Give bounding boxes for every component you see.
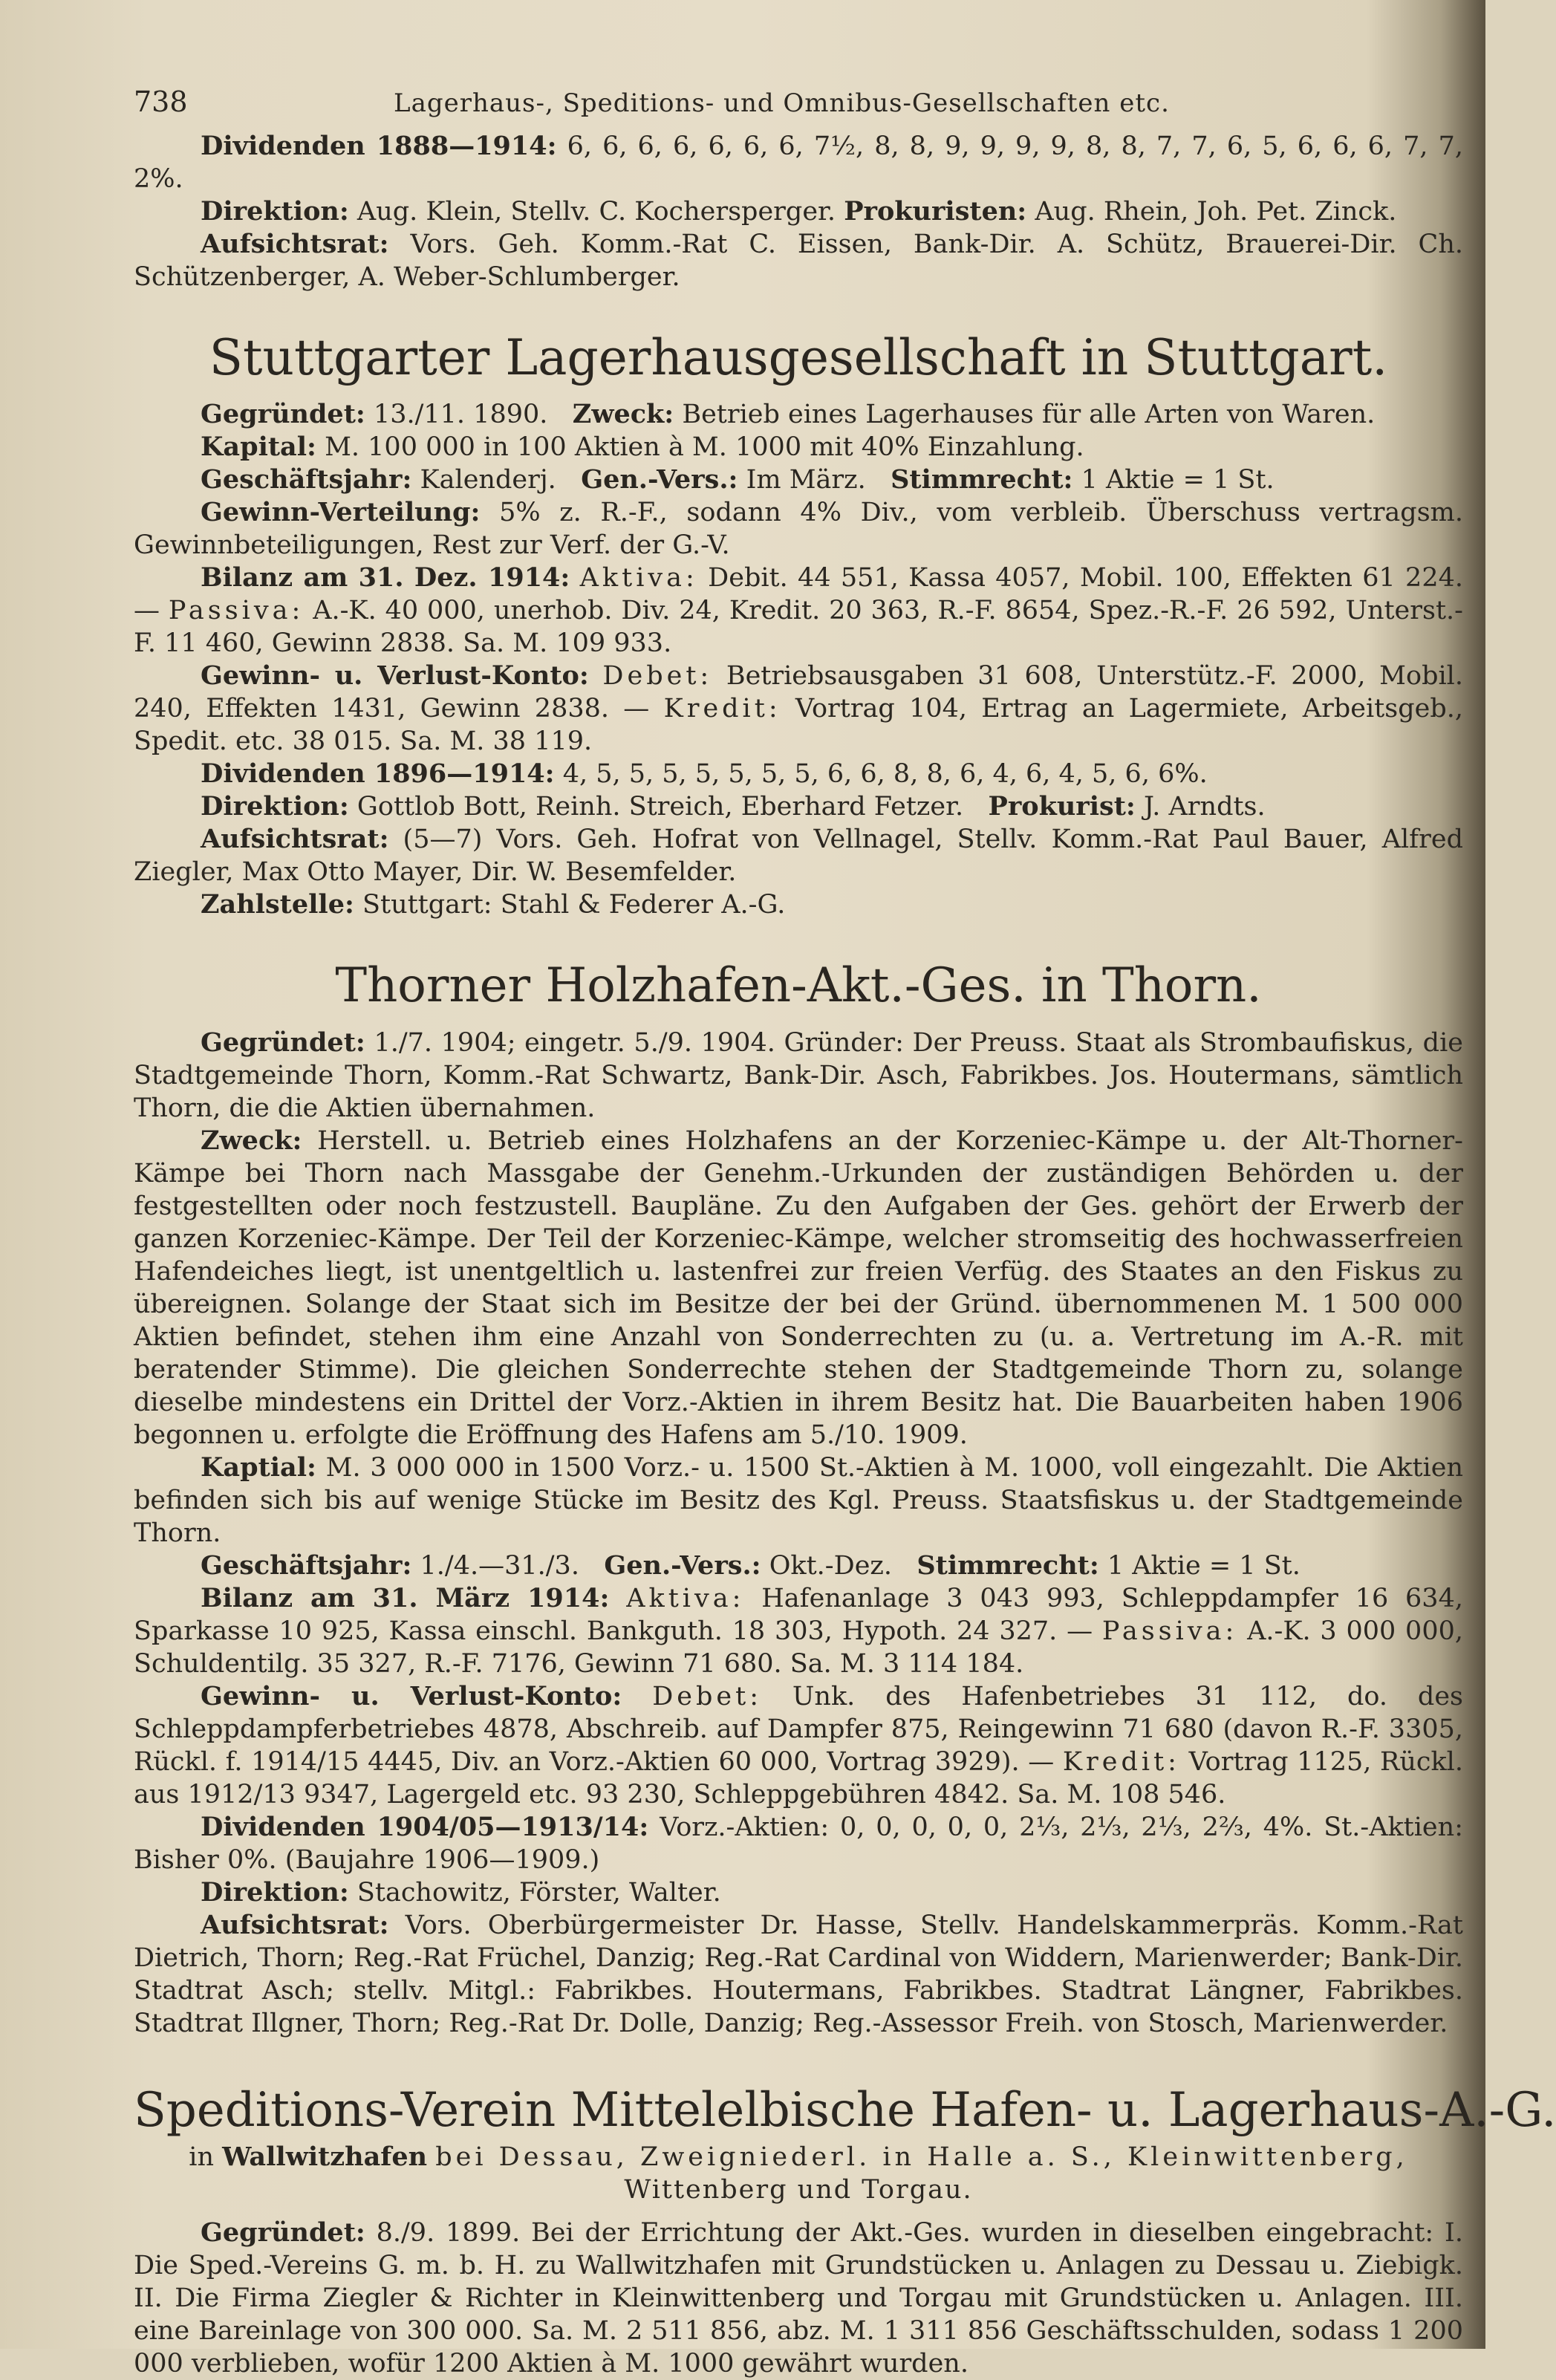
direktion-line — [134, 790, 1463, 823]
zweck-line — [134, 1125, 1463, 1451]
heading-thorn: Thorner Holzhafen-Akt.-Ges. in Thorn. — [335, 958, 1262, 1013]
aufsichtsrat-line — [134, 1909, 1463, 2040]
label: Kaptial: — [201, 1452, 316, 1483]
label: Passiva: — [168, 596, 305, 625]
label: Geschäftsjahr: — [201, 1550, 412, 1581]
value: Vorz.-Aktien: 0, 0, 0, 0, 0, 2⅓, 2⅓, 2⅓, 2⅔, 4%. St.-Aktien: Bisher 0%. (Baujahre 1906—1909.) — [134, 1812, 1463, 1875]
label: Direktion: — [201, 196, 349, 227]
value: Okt.-Dez. — [769, 1551, 892, 1581]
label: Aktiva: — [579, 563, 698, 593]
dividenden-line — [134, 130, 1463, 195]
label: Kapital: — [201, 432, 316, 462]
value: M. 3 000 000 in 1500 Vorz.- u. 1500 St.-Aktien à M. 1000, voll eingezahlt. Die Aktien befinden sich bis auf wenige Stücke im Besitz des Kgl. Preuss. Staatsfiskus u. der Stadtgemeinde Thorn. — [134, 1453, 1463, 1548]
bilanz-line: Bilanz am 31. Dez. 1914: Aktiva: Debit. 44 551, Kassa 4057, Mobil. 100, Effekten 61 224. — Passiva: A.-K. 40 000, unerhob. Div. 24, Kredit. 20 363, R.-F. 8654, Spez.-R.-F. 26 592, Unterst.-F. 11 460, Gewinn 2838. Sa. M. 109 933. — [134, 562, 1463, 658]
value: Vors. Oberbürgermeister Dr. Hasse, Stellv. Handelskammerpräs. Komm.-Rat Dietrich, Thorn; Reg.-Rat Früchel, Danzig; Reg.-Rat Cardinal von Widdern, Marienwerder; Bank-Dir. Stadtrat Asch; stellv. Mitgl.: Fabrikbes. Houtermans, Fabrikbes. Stadtrat Längner, Fabrikbes. Stadtrat Illgner, Thorn; Reg.-Rat Dr. Dolle, Danzig; Reg.-Assessor Freih. von Stosch, Marienwerder. — [134, 1911, 1463, 2038]
aufsichtsrat-line — [134, 228, 1463, 293]
bilanz-line: Bilanz am 31. März 1914: Aktiva: Hafenanlage 3 043 993, Schleppdampfer 16 634, Sparkasse 10 925, Kassa einschl. Bankguth. 18 303, Hypoth. 24 327. — Passiva: A.-K. 3 000 000, Schuldentilg. 35 327, R.-F. 7176, Gewinn 71 680. Sa. M. 3 114 184. — [134, 1583, 1463, 1679]
page-number: 738 — [134, 85, 188, 118]
page-header — [134, 85, 1463, 130]
value: 6, 6, 6, 6, 6, 6, 6, 7½, 8, 8, 9, 9, 9, 9, 8, 8, 7, 7, 6, 5, 6, 6, 6, 7, 7, 2%. — [134, 131, 1463, 194]
label: Direktion: — [201, 791, 349, 822]
label: Gegründet: — [201, 399, 365, 429]
label: Gegründet: — [201, 2217, 365, 2248]
value: Vortrag 1125, Rückl. aus 1912/13 9347, Lagergeld etc. 93 230, Schleppgebühren 4842. Sa. M. 108 546. — [134, 1747, 1464, 1810]
label: Kredit: — [663, 694, 781, 724]
label: Dividenden 1888—1914: — [201, 131, 557, 161]
label: Gegründet: — [201, 1027, 365, 1058]
gegruendet-line — [134, 1027, 1463, 1125]
label: Stimmrecht: — [891, 464, 1073, 495]
kapital-line — [134, 431, 1463, 464]
label: Dividenden 1904/05—1913/14: — [201, 1812, 649, 1842]
value: 5% z. R.-F., sodann 4% Div., vom verbleib. Überschuss vertragsm. Gewinnbeteiligungen, Rest zur Verf. der G.-V. — [134, 498, 1463, 560]
subtitle-rest: bei Dessau, Zweigniederl. in Halle a. S., Kleinwittenberg, — [435, 2142, 1408, 2172]
label: Gewinn-Verteilung: — [201, 497, 481, 527]
label: Zweck: — [201, 1125, 302, 1156]
label: Geschäftsjahr: — [201, 464, 412, 495]
heading-subtitle-2: Wittenberg und Torgau. — [624, 2175, 973, 2205]
value: Aug. Klein, Stellv. C. Kochersperger. — [357, 197, 836, 227]
label: Gen.-Vers.: — [604, 1550, 761, 1581]
label: Aufsichtsrat: — [201, 229, 389, 259]
label: Debet: — [652, 1682, 762, 1711]
direktion-line — [134, 1876, 1463, 1909]
guv-line: Gewinn- u. Verlust-Konto: Debet: Betriebsausgaben 31 608, Unterstütz.-F. 2000, Mobil. 240, Effekten 1431, Gewinn 2838. — Kredit: Vortrag 104, Ertrag an Lagermiete, Arbeitsgeb., Spedit. etc. 38 015. Sa. M. 38 119. — [134, 660, 1463, 756]
value: 1 Aktie = 1 St. — [1107, 1551, 1301, 1581]
value: Stachowitz, Förster, Walter. — [357, 1878, 721, 1908]
value: 1./4.—31./3. — [420, 1551, 579, 1581]
section-thorn — [134, 1027, 1463, 2040]
value: 4, 5, 5, 5, 5, 5, 5, 5, 6, 6, 8, 8, 6, 4, 6, 4, 5, 6, 6%. — [562, 759, 1208, 789]
direktion-line — [134, 195, 1463, 228]
heading-speditions-verein: Speditions-Verein Mittelelbische Hafen- u. Lagerhaus-A.-G. — [134, 2083, 1556, 2138]
subtitle-place: Wallwitzhafen — [222, 2142, 428, 2172]
dividenden-line — [134, 758, 1463, 790]
label: Dividenden 1896—1914: — [201, 758, 555, 789]
zahlstelle-line — [134, 888, 1463, 921]
value: Betrieb eines Lagerhauses für alle Arten von Waren. — [682, 400, 1376, 429]
value: Debit. 44 551, Kassa 4057, Mobil. 100, Effekten 61 224. — [708, 563, 1463, 593]
gegruendet-line — [134, 2217, 1463, 2380]
subtitle-in: in — [189, 2142, 215, 2172]
label: Gewinn- u. Verlust-Konto: — [201, 660, 589, 691]
label: Prokuristen: — [844, 196, 1027, 227]
running-title: Lagerhaus-, Speditions- und Omnibus-Gesellschaften etc. — [394, 88, 1170, 118]
kapital-line — [134, 1451, 1463, 1550]
label: Gewinn- u. Verlust-Konto: — [201, 1681, 622, 1711]
label: Aufsichtsrat: — [201, 824, 389, 854]
value: 1 Aktie = 1 St. — [1081, 465, 1275, 495]
section-stuttgart — [134, 398, 1463, 921]
value: Im März. — [746, 465, 866, 495]
value: Herstell. u. Betrieb eines Holzhafens an der Korzeniec-Kämpe u. der Alt-Thorner-Kämpe bei Thorn nach Massgabe der Genehm.-Urkunden der zuständigen Behörden u. der festgestellten oder noch festzustell. Baupläne. Zu den Aufgaben der Ges. gehört der Erwerb der ganzen Korzeniec-Kämpe. Der Teil der Korzeniec-Kämpe, welcher stromseitig des hochwasserfreien Hafendeiches liegt, ist unentgeltlich u. lastenfrei zur freien Verfüg. des Staates an den Fiskus zu übereignen. Solange der Staat sich im Besitze der bei der Gründ. übernommenen M. 1 500 000 Aktien befindet, stehen ihm eine Anzahl von Sonderrechten zu (u. a. Vertretung im A.-R. mit beratender Stimme). Die gleichen Sonderrechte stehen der Stadtgemeinde Thorn zu, solange dieselbe mindestens ein Drittel der Vorz.-Aktien in ihrem Besitz hat. Die Bauarbeiten haben 1906 begonnen u. erfolgte die Eröffnung des Hafens am 5./10. 1909. — [134, 1126, 1463, 1450]
label: Kredit: — [1062, 1747, 1180, 1777]
value: Betriebsausgaben 31 608, Unterstütz.-F. 2000, Mobil. 240, Effekten 1431, Gewinn 2838. — [134, 661, 1463, 724]
value: A.-K. 40 000, unerhob. Div. 24, Kredit. 20 363, R.-F. 8654, Spez.-R.-F. 26 592, Unterst.-F. 11 460, Gewinn 2838. Sa. M. 109 933. — [134, 596, 1463, 658]
value: Vortrag 104, Ertrag an Lagermiete, Arbeitsgeb., Spedit. etc. 38 015. Sa. M. 38 119. — [134, 694, 1463, 756]
value: Kalenderj. — [420, 465, 556, 495]
heading-stuttgart: Stuttgarter Lagerhausgesellschaft in Stuttgart. — [209, 329, 1388, 386]
value: Hafenanlage 3 043 993, Schleppdampfer 16 634, Sparkasse 10 925, Kassa einschl. Bankguth. 18 303, Hypoth. 24 327. — [134, 1584, 1463, 1646]
value: 8./9. 1899. Bei der Errichtung der Akt.-Ges. wurden in dieselben eingebracht: I. Die Sped.-Vereins G. m. b. H. zu Wallwitzhafen mit Grundstücken u. Anlagen zu Dessau u. Ziebigk. II. Die Firma Ziegler & Richter in Kleinwittenberg und Torgau mit Grundstücken u. Anlagen. III. eine Bareinlage von 300 000. Sa. M. 2 511 856, abz. M. 1 311 856 Geschäftsschulden, sodass 1 200 000 verblieben, wofür 1200 Aktien à M. 1000 gewährt wurden. — [134, 2218, 1463, 2379]
value: Aug. Rhein, Joh. Pet. Zinck. — [1035, 197, 1397, 227]
value: J. Arndts. — [1143, 792, 1266, 822]
value: 1./7. 1904; eingetr. 5./9. 1904. Gründer: Der Preuss. Staat als Strombaufiskus, die Stadtgemeinde Thorn, Komm.-Rat Schwartz, Bank-Dir. Asch, Fabrikbes. Jos. Houtermans, sämtlich Thorn, die die Aktien übernahmen. — [134, 1028, 1463, 1123]
heading-subtitle — [134, 2141, 1463, 2173]
label: Bilanz am 31. März 1914: — [201, 1583, 610, 1613]
label: Aktiva: — [626, 1584, 745, 1613]
value: Unk. des Hafenbetriebes 31 112, do. des Schleppdampferbetriebes 4878, Abschreib. auf Dampfer 875, Reingewinn 71 680 (davon R.-F. 3305, Rückl. f. 1914/15 4445, Div. an Vorz.-Aktien 60 000, Vortrag 3929). — [134, 1682, 1463, 1777]
geschaeftsjahr-line — [134, 1550, 1463, 1582]
label: Bilanz am 31. Dez. 1914: — [201, 562, 570, 593]
gewinn-verteilung-line — [134, 496, 1463, 562]
guv-line: Gewinn- u. Verlust-Konto: Debet: Unk. des Hafenbetriebes 31 112, do. des Schleppdampferbetriebes 4878, Abschreib. auf Dampfer 875, Reingewinn 71 680 (davon R.-F. 3305, Rückl. f. 1914/15 4445, Div. an Vorz.-Aktien 60 000, Vortrag 3929). — Kredit: Vortrag 1125, Rückl. aus 1912/13 9347, Lagergeld etc. 93 230, Schleppgebühren 4842. Sa. M. 108 546. — [134, 1681, 1464, 1810]
label: Debet: — [602, 661, 713, 691]
value: M. 100 000 in 100 Aktien à M. 1000 mit 40% Einzahlung. — [325, 432, 1084, 462]
label: Passiva: — [1101, 1616, 1238, 1646]
gegruendet-line — [134, 398, 1463, 431]
text-column — [134, 85, 1556, 2380]
geschaeftsjahr-line — [134, 464, 1463, 496]
label: Prokurist: — [988, 791, 1136, 822]
value: A.-K. 3 000 000, Schuldentilg. 35 327, R.-F. 7176, Gewinn 71 680. Sa. M. 3 114 184. — [134, 1616, 1463, 1679]
label: Zahlstelle: — [201, 889, 354, 920]
value: (5—7) Vors. Geh. Hofrat von Vellnagel, Stellv. Komm.-Rat Paul Bauer, Alfred Ziegler, Max Otto Mayer, Dir. W. Besemfelder. — [134, 825, 1463, 887]
dividenden-line — [134, 1811, 1463, 1876]
value: Vors. Geh. Komm.-Rat C. Eissen, Bank-Dir. A. Schütz, Brauerei-Dir. Ch. Schützenberger, A. Weber-Schlumberger. — [134, 230, 1463, 292]
value: 13./11. 1890. — [373, 400, 548, 429]
label: Direktion: — [201, 1877, 349, 1908]
value: Gottlob Bott, Reinh. Streich, Eberhard Fetzer. — [357, 792, 964, 822]
label: Zweck: — [572, 399, 674, 429]
value: Stuttgart: Stahl & Federer A.-G. — [362, 890, 786, 920]
section-speditions-verein — [134, 2217, 1463, 2380]
section-previous-company — [134, 130, 1463, 293]
aufsichtsrat-line — [134, 823, 1463, 888]
label: Aufsichtsrat: — [201, 1910, 389, 1940]
label: Stimmrecht: — [917, 1550, 1099, 1581]
label: Gen.-Vers.: — [581, 464, 738, 495]
